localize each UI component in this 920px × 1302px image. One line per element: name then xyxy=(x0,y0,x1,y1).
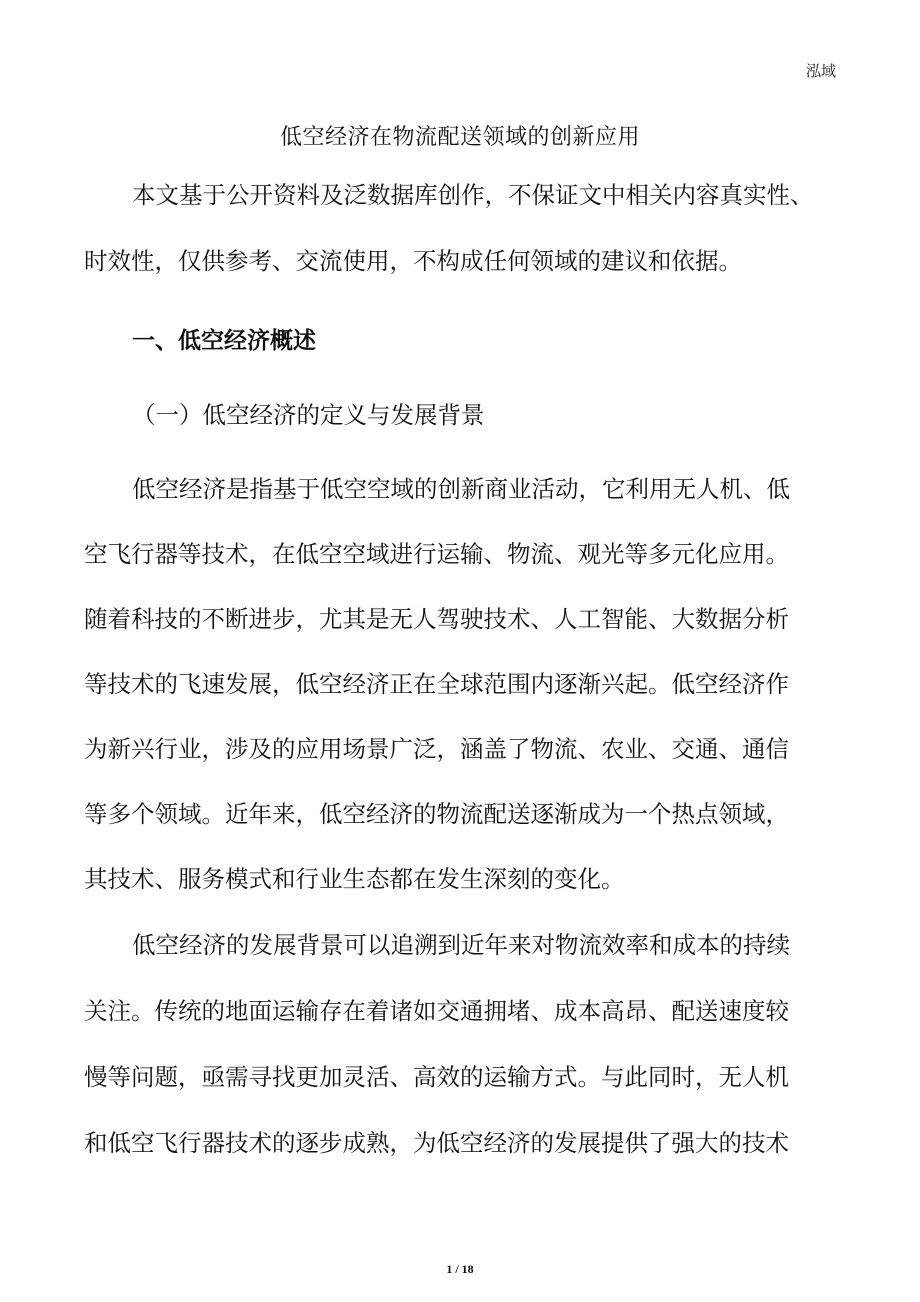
disclaimer-line: 时效性，仅供参考、交流使用，不构成任何领域的建议和依据。 xyxy=(84,247,742,275)
paragraph-line: 空飞行器等技术，在低空空域进行运输、物流、观光等多元化应用。 xyxy=(84,540,789,568)
paragraph-line: 为新兴行业，涉及的应用场景广泛，涵盖了物流、农业、交通、通信 xyxy=(84,735,789,763)
paragraph-line: 低空经济是指基于低空空域的创新商业活动，它利用无人机、低 xyxy=(132,475,790,503)
paragraph-line: 慢等问题，亟需寻找更加灵活、高效的运输方式。与此同时，无人机 xyxy=(84,1063,789,1091)
paragraph-line: 低空经济的发展背景可以追溯到近年来对物流效率和成本的持续 xyxy=(132,931,790,959)
paragraph-line: 和低空飞行器技术的逐步成熟，为低空经济的发展提供了强大的技术 xyxy=(84,1129,789,1157)
section-heading: 一、低空经济概述 xyxy=(132,328,316,354)
header-org: 泓域 xyxy=(805,62,836,80)
paragraph-line: 等多个领域。近年来，低空经济的物流配送逐渐成为一个热点领域， xyxy=(84,800,789,828)
paragraph-line: 等技术的飞速发展，低空经济正在全球范围内逐渐兴起。低空经济作 xyxy=(84,670,789,698)
disclaimer-line: 本文基于公开资料及泛数据库创作，不保证文中相关内容真实性、 xyxy=(132,181,814,209)
document-title: 低空经济在物流配送领域的创新应用 xyxy=(279,125,640,150)
page-number: 1 / 18 xyxy=(446,1262,474,1276)
paragraph-line: 其技术、服务模式和行业生态都在发生深刻的变化。 xyxy=(84,865,625,893)
subsection-heading: （一）低空经济的定义与发展背景 xyxy=(132,401,485,429)
paragraph-line: 随着科技的不断进步，尤其是无人驾驶技术、人工智能、大数据分析 xyxy=(84,605,789,633)
paragraph-line: 关注。传统的地面运输存在着诸如交通拥堵、成本高昂、配送速度较 xyxy=(84,997,789,1025)
